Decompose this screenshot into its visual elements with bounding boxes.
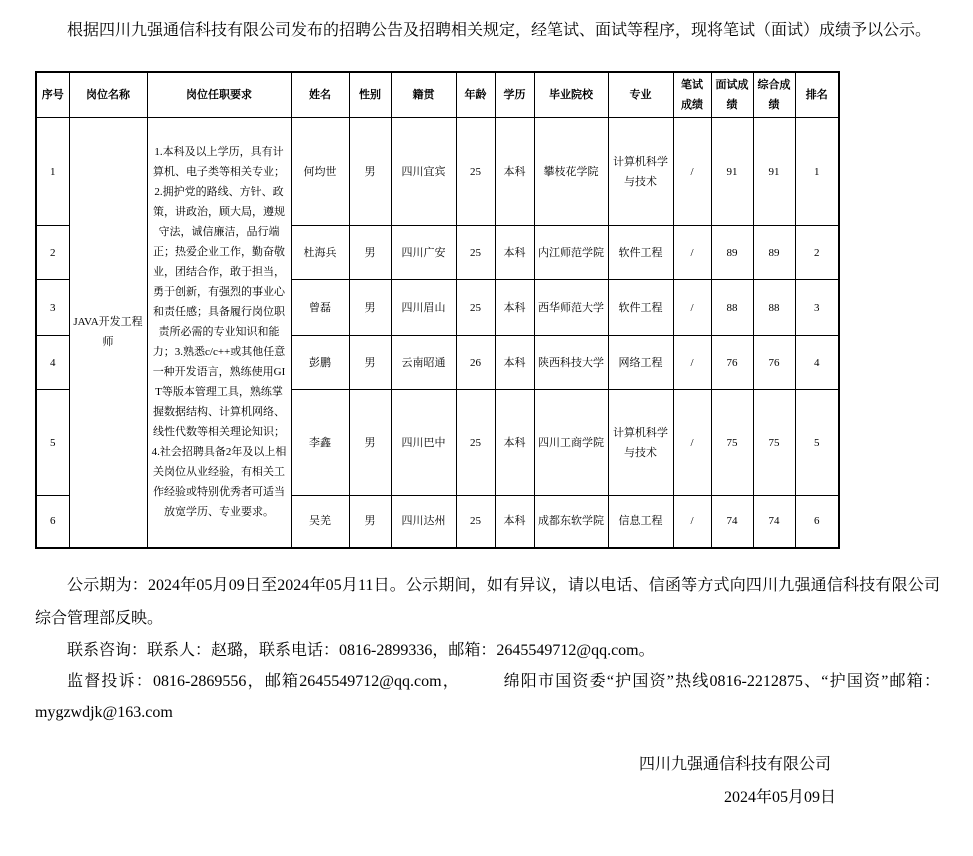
cell-interview-score: 76	[711, 336, 753, 390]
header-cell-education: 学历	[495, 72, 534, 118]
cell-education: 本科	[495, 336, 534, 390]
cell-no: 5	[36, 390, 69, 496]
header-cell-overall-score: 综合成绩	[753, 72, 795, 118]
cell-hometown: 四川宜宾	[391, 118, 456, 226]
cell-gender: 男	[349, 496, 391, 548]
cell-written-score: /	[673, 390, 711, 496]
intro-paragraph: 根据四川九强通信科技有限公司发布的招聘公告及招聘相关规定，经笔试、面试等程序，现将笔试（面试）成绩予以公示。	[67, 22, 932, 39]
cell-overall-score: 74	[753, 496, 795, 548]
cell-major: 软件工程	[608, 226, 673, 280]
cell-school: 陕西科技大学	[534, 336, 608, 390]
cell-name: 杜海兵	[291, 226, 349, 280]
cell-no: 1	[36, 118, 69, 226]
cell-written-score: /	[673, 496, 711, 548]
header-cell-rank: 排名	[795, 72, 839, 118]
cell-major: 网络工程	[608, 336, 673, 390]
cell-education: 本科	[495, 496, 534, 548]
cell-age: 25	[456, 118, 495, 226]
cell-overall-score: 88	[753, 280, 795, 336]
cell-gender: 男	[349, 280, 391, 336]
cell-gender: 男	[349, 118, 391, 226]
header-cell-gender: 性别	[349, 72, 391, 118]
cell-major: 计算机科学与技术	[608, 118, 673, 226]
supervision-paragraph: 监督投诉：0816-2869556，邮箱2645549712@qq.com， 绵阳市国资委“护国资”热线0816-2212875、“护国资”邮箱：mygzwdjk@163.com	[35, 672, 940, 721]
cell-rank: 6	[795, 496, 839, 548]
cell-name: 李鑫	[291, 390, 349, 496]
cell-written-score: /	[673, 280, 711, 336]
cell-rank: 5	[795, 390, 839, 496]
cell-age: 25	[456, 226, 495, 280]
cell-age: 26	[456, 336, 495, 390]
header-cell-major: 专业	[608, 72, 673, 118]
cell-major: 软件工程	[608, 280, 673, 336]
cell-rank: 1	[795, 118, 839, 226]
cell-age: 25	[456, 496, 495, 548]
cell-hometown: 四川眉山	[391, 280, 456, 336]
cell-hometown: 云南昭通	[391, 336, 456, 390]
cell-no: 2	[36, 226, 69, 280]
contact-paragraph: 联系咨询：联系人：赵璐，联系电话：0816-2899336，邮箱：2645549712@qq.com。	[67, 641, 655, 659]
cell-education: 本科	[495, 118, 534, 226]
score-table	[35, 71, 840, 549]
cell-school: 成都东软学院	[534, 496, 608, 548]
cell-written-score: /	[673, 336, 711, 390]
table-header-row	[36, 72, 839, 118]
cell-name: 吴羌	[291, 496, 349, 548]
cell-age: 25	[456, 390, 495, 496]
cell-interview-score: 91	[711, 118, 753, 226]
cell-hometown: 四川巴中	[391, 390, 456, 496]
cell-overall-score: 91	[753, 118, 795, 226]
cell-overall-score: 75	[753, 390, 795, 496]
header-cell-written-score: 笔试成绩	[673, 72, 711, 118]
header-cell-requirements: 岗位任职要求	[147, 72, 291, 118]
header-cell-hometown: 籍贯	[391, 72, 456, 118]
cell-gender: 男	[349, 390, 391, 496]
cell-rank: 4	[795, 336, 839, 390]
signature-block	[590, 748, 880, 814]
cell-age: 25	[456, 280, 495, 336]
cell-interview-score: 75	[711, 390, 753, 496]
cell-interview-score: 89	[711, 226, 753, 280]
table-row	[36, 118, 839, 226]
cell-no: 4	[36, 336, 69, 390]
publicity-period-paragraph: 公示期为：2024年05月09日至2024年05月11日。公示期间，如有异议，请以电话、信函等方式向四川九强通信科技有限公司 综合管理部反映。	[35, 576, 940, 627]
cell-school: 内江师范学院	[534, 226, 608, 280]
cell-no: 3	[36, 280, 69, 336]
cell-major: 计算机科学与技术	[608, 390, 673, 496]
cell-education: 本科	[495, 280, 534, 336]
cell-rank: 2	[795, 226, 839, 280]
cell-hometown: 四川达州	[391, 496, 456, 548]
cell-education: 本科	[495, 390, 534, 496]
cell-interview-score: 74	[711, 496, 753, 548]
cell-written-score: /	[673, 226, 711, 280]
header-cell-school: 毕业院校	[534, 72, 608, 118]
header-cell-position: 岗位名称	[69, 72, 147, 118]
cell-education: 本科	[495, 226, 534, 280]
cell-rank: 3	[795, 280, 839, 336]
cell-name: 彭鹏	[291, 336, 349, 390]
cell-interview-score: 88	[711, 280, 753, 336]
header-cell-interview-score: 面试成绩	[711, 72, 753, 118]
cell-written-score: /	[673, 118, 711, 226]
cell-school: 攀枝花学院	[534, 118, 608, 226]
cell-hometown: 四川广安	[391, 226, 456, 280]
cell-gender: 男	[349, 336, 391, 390]
signature-company: 四川九强通信科技有限公司	[638, 755, 831, 773]
cell-position-name: JAVA开发工程师	[69, 118, 147, 548]
cell-school: 西华师范大学	[534, 280, 608, 336]
cell-overall-score: 89	[753, 226, 795, 280]
cell-name: 曾磊	[291, 280, 349, 336]
cell-overall-score: 76	[753, 336, 795, 390]
cell-name: 何均世	[291, 118, 349, 226]
cell-requirements: 1.本科及以上学历，具有计算机、电子类等相关专业；2.拥护党的路线、方针、政策，讲政治，顾大局，遵规守法，诚信廉洁，品行端正；热爱企业工作，勤奋敬业，团结合作，敢于担当，勇于创新，有强烈的事业心和责任感；具备履行岗位职责所必需的专业知识和能力；3.熟悉c/c++或其他任意一种开发语言，熟练使用GIT等版本管理工具，熟练掌握数据结构、计算机网络、线性代数等相关理论知识；4.社会招聘具备2年及以上相关岗位从业经验，有相关工作经验或特别优秀者可适当放宽学历、专业要求。	[147, 118, 291, 548]
header-cell-age: 年龄	[456, 72, 495, 118]
cell-gender: 男	[349, 226, 391, 280]
header-cell-no: 序号	[36, 72, 69, 118]
cell-major: 信息工程	[608, 496, 673, 548]
signature-date: 2024年05月09日	[723, 788, 836, 806]
cell-no: 6	[36, 496, 69, 548]
cell-school: 四川工商学院	[534, 390, 608, 496]
header-cell-name: 姓名	[291, 72, 349, 118]
